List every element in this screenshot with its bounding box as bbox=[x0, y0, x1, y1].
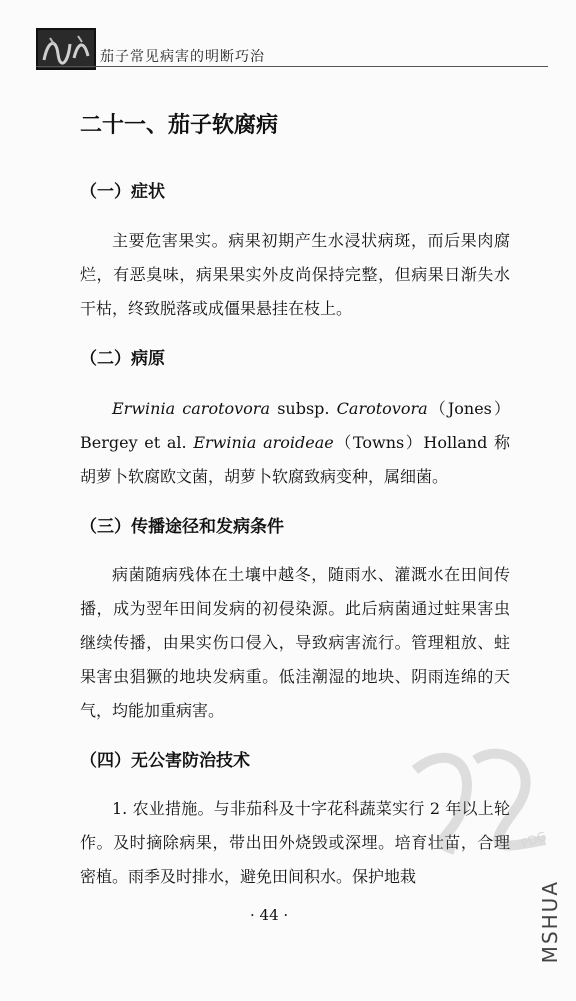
paragraph-symptoms: 主要危害果实。病果初期产生水浸状病斑，而后果肉腐烂，有恶臭味，病果果实外皮尚保持完整，但病果日渐失水干枯，终致脱落或成僵果悬挂在枝上。 bbox=[80, 231, 510, 318]
pathogen-text-2: （Jones）Bergey et al. bbox=[80, 399, 510, 452]
page-number: · 44 · bbox=[250, 906, 289, 924]
chapter-title: 二十一、茄子软腐病 bbox=[80, 113, 279, 138]
section-heading-symptoms: （一）症状 bbox=[80, 182, 165, 202]
pathogen-subspecies: Carotovora bbox=[336, 399, 428, 418]
pathogen-name-2: Erwinia aroideae bbox=[193, 433, 334, 452]
header-logo-icon bbox=[36, 28, 96, 70]
section-heading-transmission: （三）传播途径和发病条件 bbox=[80, 517, 284, 537]
watermark-text: PDG bbox=[519, 828, 549, 851]
paragraph-transmission: 病菌随病残体在土壤中越冬，随雨水、灌溉水在田间传播，成为翌年田间发病的初侵染源。此后病菌通过蛀果害虫继续传播，由果实伤口侵入，导致病害流行。管理粗放、蛀果害虫猖獗的地块发病重。低洼潮湿的地块、阴雨连绵的天气，均能加重病害。 bbox=[80, 565, 510, 720]
header-divider bbox=[36, 66, 548, 67]
watermark-stamp-icon bbox=[405, 740, 555, 860]
paragraph-pathogen bbox=[80, 392, 510, 494]
running-header-title: 茄子常见病害的明断巧治 bbox=[100, 49, 265, 65]
section-heading-control: （四）无公害防治技术 bbox=[80, 751, 250, 771]
section-heading-pathogen: （二）病原 bbox=[80, 349, 165, 369]
pathogen-text-1: subsp. bbox=[270, 399, 337, 418]
pathogen-name-1: Erwinia carotovora bbox=[112, 399, 270, 418]
side-watermark-text: MSHUA bbox=[538, 880, 562, 964]
paragraph-control: 1. 农业措施。与非茄科及十字花科蔬菜实行 2 年以上轮作。及时摘除病果，带出田外烧毁或深埋。培育壮苗，合理密植。雨季及时排水，避免田间积水。保护地栽 bbox=[80, 799, 510, 886]
pathogen-text-3: （Towns）Holland 称胡萝卜软腐欧文菌，胡萝卜软腐致病变种，属细菌。 bbox=[80, 433, 510, 486]
